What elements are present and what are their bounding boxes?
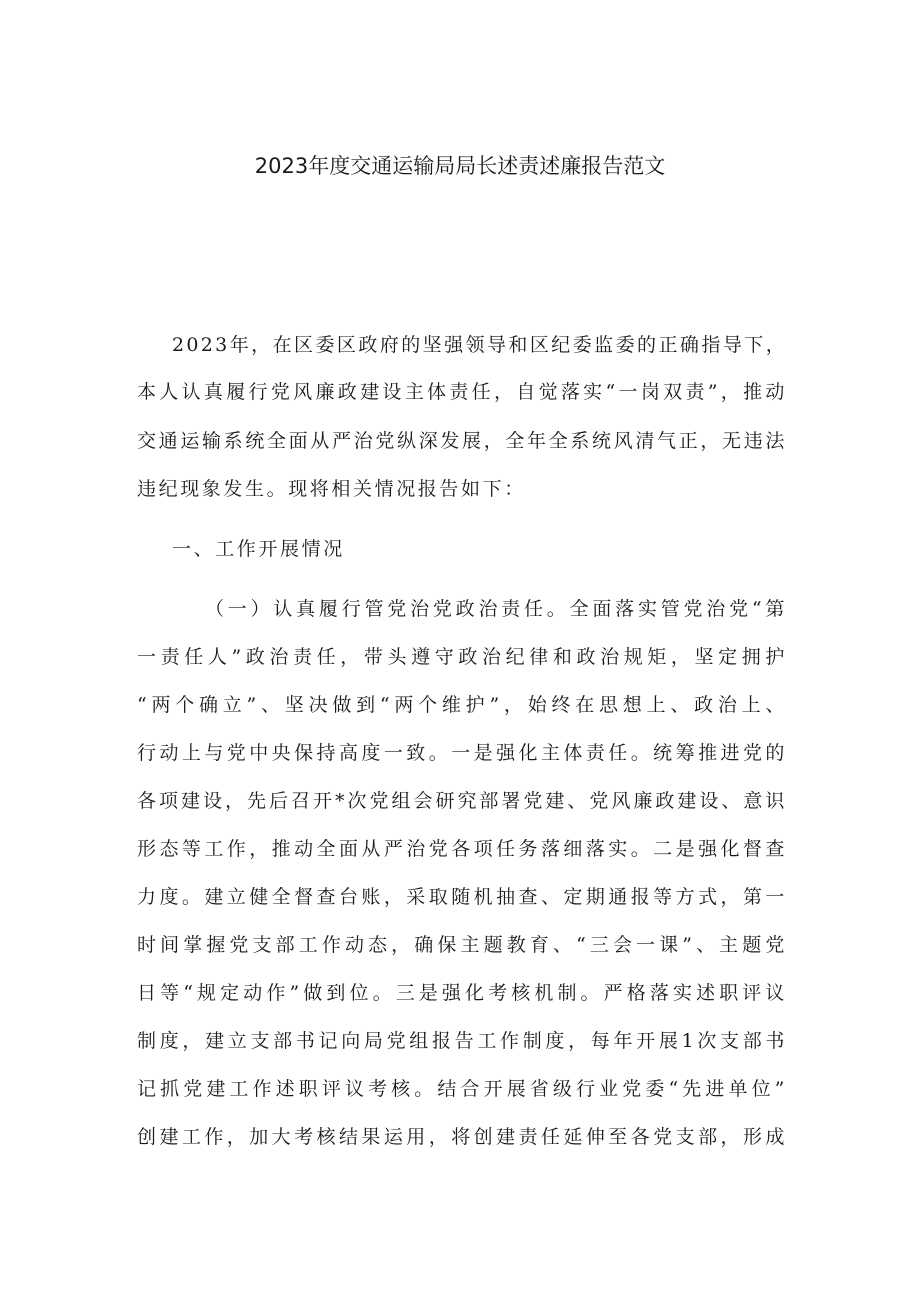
paragraph-line: 形态等工作，推动全面从严治党各项任务落细落实。二是强化督查 <box>137 838 787 860</box>
paragraph-line: 一责任人”政治责任，带头遵守政治纪律和政治规矩，坚定拥护 <box>137 646 787 668</box>
section-heading: 一、工作开展情况 <box>172 538 345 560</box>
paragraph-line: 违纪现象发生。现将相关情况报告如下： <box>137 478 526 500</box>
paragraph-line: 日等“规定动作”做到位。三是强化考核机制。严格落实述职评议 <box>137 982 787 1004</box>
paragraph-line: 时间掌握党支部工作动态，确保主题教育、“三会一课”、主题党 <box>137 934 787 956</box>
paragraph-line: 各项建设，先后召开*次党组会研究部署党建、党风廉政建设、意识 <box>137 790 787 812</box>
paragraph-line: 力度。建立健全督查台账，采取随机抽查、定期通报等方式，第一 <box>137 886 787 908</box>
paragraph-line: 记抓党建工作述职评议考核。结合开展省级行业党委“先进单位” <box>137 1078 787 1100</box>
document-title: 2023年度交通运输局局长述责述廉报告范文 <box>254 154 666 178</box>
paragraph-line: “两个确立”、坚决做到“两个维护”，始终在思想上、政治上、 <box>137 694 787 716</box>
paragraph-line: 本人认真履行党风廉政建设主体责任，自觉落实“一岗双责”，推动 <box>137 381 787 403</box>
paragraph-line: （一）认真履行管党治党政治责任。全面落实管党治党“第 <box>205 598 787 620</box>
paragraph-line: 制度，建立支部书记向局党组报告工作制度，每年开展1次支部书 <box>137 1030 787 1052</box>
paragraph-line: 创建工作，加大考核结果运用，将创建责任延伸至各党支部，形成 <box>137 1126 787 1148</box>
paragraph-line: 交通运输系统全面从严治党纵深发展，全年全系统风清气正，无违法 <box>137 430 787 452</box>
paragraph-line: 2023年，在区委区政府的坚强领导和区纪委监委的正确指导下， <box>172 334 787 356</box>
paragraph-line: 行动上与党中央保持高度一致。一是强化主体责任。统筹推进党的 <box>137 742 787 764</box>
